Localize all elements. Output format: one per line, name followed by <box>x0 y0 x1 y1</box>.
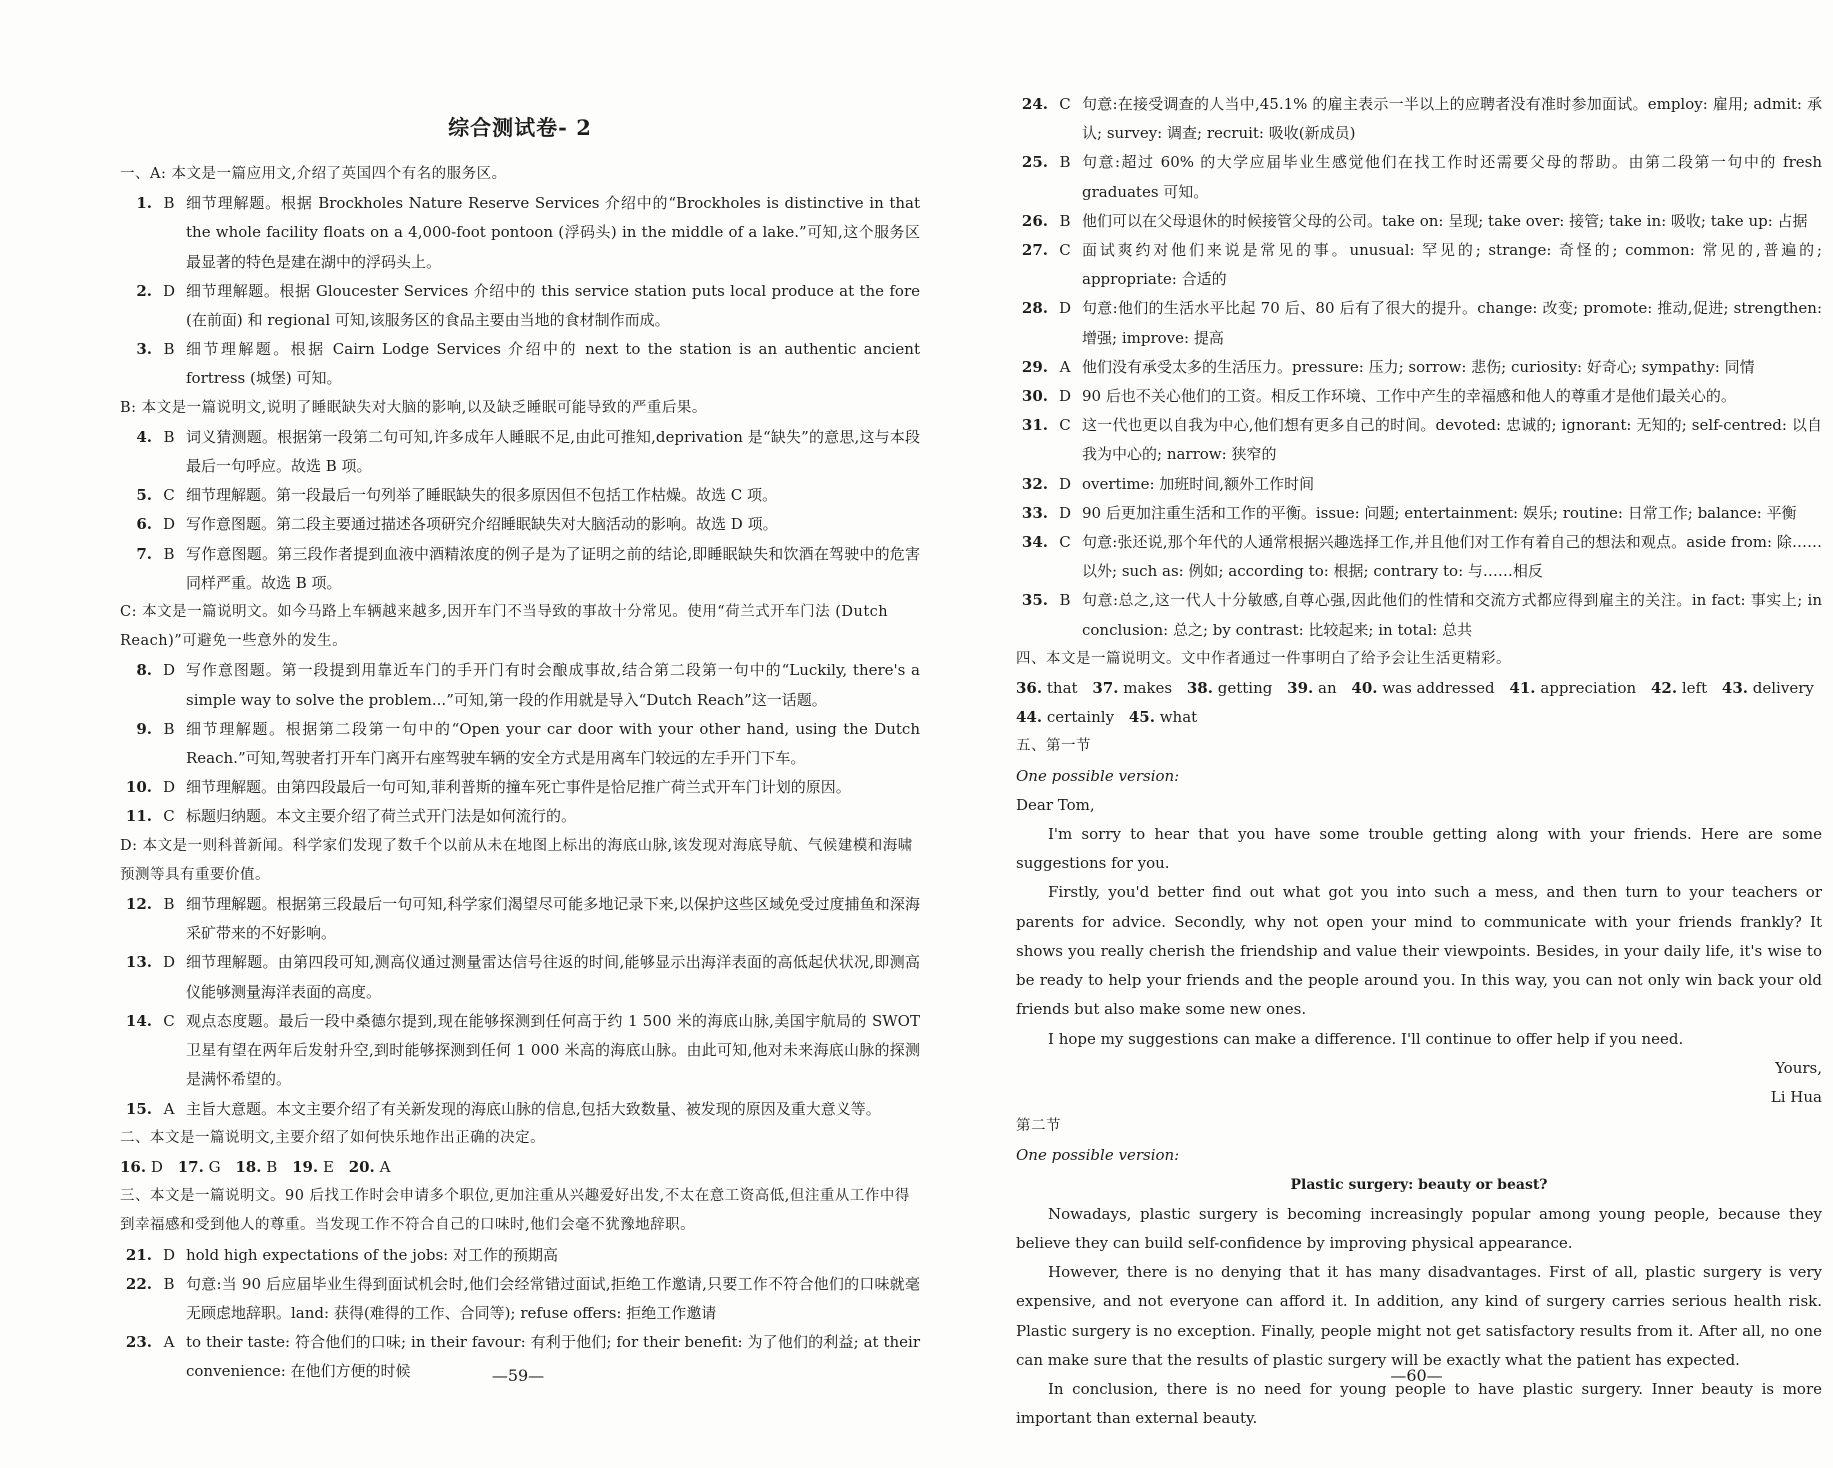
question-29 <box>1016 353 1822 382</box>
q-explanation: hold high expectations of the jobs: 对工作的预期高 <box>186 1245 559 1264</box>
section-3-heading: 三、本文是一篇说明文。90 后找工作时会申请多个职位,更加注重从兴趣爱好出发,不太在意工资高低,但注重从工作中得到幸福感和受到他人的尊重。当发现工作不符合自己的口味时,他们会毫不犹豫地辞职。 <box>120 1188 910 1234</box>
q-explanation: 写作意图题。第三段作者提到血液中酒精浓度的例子是为了证明之前的结论,即睡眠缺失和饮酒在驾驶中的危害同样严重。故选 B 项。 <box>186 544 920 592</box>
question-9 <box>120 715 920 773</box>
question-22 <box>120 1270 920 1328</box>
q-number: 1. <box>136 194 152 213</box>
q-number: 14. <box>125 1011 152 1030</box>
letter-paragraph: I hope my suggestions can make a difference. I'll continue to offer help if you need. <box>1048 1029 1684 1048</box>
ans-value: that <box>1046 679 1078 698</box>
q-answer: B <box>163 427 175 446</box>
question-30 <box>1016 382 1822 411</box>
question-14 <box>120 1007 920 1095</box>
q-explanation: 句意:他们的生活水平比起 70 后、80 后有了很大的提升。change: 改变; promote: 推动,促进; strengthen: 增强; improve: 提高 <box>1082 299 1822 347</box>
question-10 <box>120 773 920 802</box>
section-4-heading: 四、本文是一篇说明文。文中作者通过一件事明白了给予会让生活更精彩。 <box>1016 650 1511 667</box>
q-answer: D <box>162 281 176 300</box>
page-title: 综合测试卷- 2 <box>448 115 592 140</box>
letter-paragraph: I'm sorry to hear that you have some trouble getting along with your friends. Here are some suggestions for you. <box>1016 825 1822 873</box>
q-answer: B <box>163 719 175 738</box>
ans-value: left <box>1681 679 1708 698</box>
question-7 <box>120 540 920 598</box>
q-answer: B <box>163 194 175 213</box>
q-explanation: 细节理解题。根据 Gloucester Services 介绍中的 this service station puts local produce at the fore (在前面) 和 regional 可知,该服务区的食品主要由当地的食材制作而成。 <box>186 281 920 330</box>
q-answer: C <box>163 807 175 826</box>
q-number: 3. <box>136 340 152 359</box>
letter-salutation: Dear Tom, <box>1016 795 1095 814</box>
q-explanation: 观点态度题。最后一段中桑德尔提到,现在能够探测到任何高于约 1 500 米的海底山脉,美国宇航局的 SWOT 卫星有望在两年后发射升空,到时能够探测到任何 1 000 米高的海底山脉。由此可知,他对未来海底山脉的探测是满怀希望的。 <box>186 1011 920 1089</box>
question-2 <box>120 277 920 335</box>
q-answer: C <box>1059 241 1071 260</box>
q-explanation: 句意:在接受调查的人当中,45.1% 的雇主表示一半以上的应聘者没有准时参加面试。employ: 雇用; admit: 承认; survey: 调查; recruit: 吸收(新成员) <box>1082 95 1822 143</box>
q-answer: D <box>162 515 176 534</box>
ans-value: makes <box>1123 679 1173 698</box>
right-page <box>1000 0 1833 1468</box>
ans-value: D <box>150 1157 163 1176</box>
q-number: 33. <box>1021 503 1048 522</box>
q-number: 9. <box>136 719 152 738</box>
section-b-heading: B: 本文是一篇说明文,说明了睡眠缺失对大脑的影响,以及缺乏睡眠可能导致的严重后果。 <box>120 399 707 416</box>
page-number: —60— <box>1390 1366 1443 1385</box>
q-explanation: 句意:超过 60% 的大学应届毕业生感觉他们在找工作时还需要父母的帮助。由第二段第一句中的 fresh graduates 可知。 <box>1082 153 1822 201</box>
section-d-heading: D: 本文是一则科普新闻。科学家们发现了数千个以前从未在地图上标出的海底山脉,该发现对海底导航、气候建模和海啸预测等具有重要价值。 <box>120 837 913 883</box>
q-explanation: 句意:总之,这一代人十分敏感,自尊心强,因此他们的性情和交流方式都应得到雇主的关注。in fact: 事实上; in conclusion: 总之; by contrast: 比较起来; in total: 总共 <box>1082 591 1822 639</box>
q-explanation: 句意:当 90 后应届毕业生得到面试机会时,他们会经常错过面试,拒绝工作邀请,只要工作不符合他们的口味就毫无顾虑地辞职。land: 获得(难得的工作、合同等); refuse offers: 拒绝工作邀请 <box>186 1274 920 1322</box>
ans-number: 19. <box>292 1157 319 1176</box>
q-explanation: 标题归纳题。本文主要介绍了荷兰式开门法是如何流行的。 <box>186 807 577 826</box>
question-13 <box>120 948 920 1006</box>
q-answer: D <box>162 1245 176 1264</box>
ans-number: 40. <box>1351 679 1378 698</box>
q-number: 28. <box>1021 299 1048 318</box>
q-number: 22. <box>125 1274 152 1293</box>
answers-16-20 <box>120 1153 920 1182</box>
q-answer: B <box>163 544 175 563</box>
q-number: 4. <box>136 427 152 446</box>
q-explanation: 90 后也不关心他们的工资。相反工作环境、工作中产生的幸福感和他人的尊重才是他们最关心的。 <box>1082 387 1736 406</box>
q-answer: D <box>1058 299 1072 318</box>
q-number: 15. <box>125 1099 152 1118</box>
ans-value: certainly <box>1046 708 1115 727</box>
version-label: One possible version: <box>1016 766 1180 785</box>
q-answer: B <box>1059 211 1071 230</box>
question-32 <box>1016 470 1822 499</box>
question-27 <box>1016 236 1822 294</box>
page-number: —59— <box>491 1366 545 1385</box>
q-number: 8. <box>136 661 152 680</box>
ans-number: 45. <box>1128 708 1155 727</box>
ans-value: appreciation <box>1540 679 1637 698</box>
q-answer: B <box>1059 591 1071 610</box>
q-explanation: 90 后更加注重生活和工作的平衡。issue: 问题; entertainment: 娱乐; routine: 日常工作; balance: 平衡 <box>1082 503 1797 522</box>
q-explanation: 主旨大意题。本文主要介绍了有关新发现的海底山脉的信息,包括大致数量、被发现的原因及重大意义等。 <box>186 1099 881 1118</box>
q-number: 11. <box>125 807 152 826</box>
q-explanation: to their taste: 符合他们的口味; in their favour: 有利于他们; for their benefit: 为了他们的利益; at their convenience: 在他们方便的时候 <box>186 1333 920 1381</box>
question-25 <box>1016 148 1822 206</box>
q-answer: D <box>162 661 176 680</box>
q-number: 24. <box>1021 95 1048 113</box>
q-answer: C <box>1059 533 1071 552</box>
question-24 <box>1016 90 1822 148</box>
question-21 <box>120 1241 920 1270</box>
q-number: 6. <box>136 515 152 534</box>
ans-number: 37. <box>1092 679 1119 698</box>
ans-value: E <box>322 1157 334 1176</box>
ans-value: was addressed <box>1382 679 1495 698</box>
question-26 <box>1016 207 1822 236</box>
letter-signature: Li Hua <box>1770 1087 1822 1106</box>
ans-value: an <box>1318 679 1337 698</box>
q-answer: A <box>163 1333 175 1352</box>
ans-number: 18. <box>235 1157 262 1176</box>
section-5-heading: 五、第一节 <box>1016 738 1091 755</box>
ans-number: 16. <box>120 1157 147 1176</box>
q-explanation: 细节理解题。根据 Cairn Lodge Services 介绍中的 next to the station is an authentic ancient fortress (城堡) 可知。 <box>186 340 920 388</box>
section-c-heading: C: 本文是一篇说明文。如今马路上车辆越来越多,因开车门不当导致的事故十分常见。使用“荷兰式开车门法 (Dutch Reach)”可避免一些意外的发生。 <box>120 604 889 650</box>
q-number: 35. <box>1021 591 1048 610</box>
q-answer: A <box>163 1099 175 1118</box>
answers-36-43 <box>1016 674 1822 703</box>
q-answer: C <box>163 1011 175 1030</box>
ans-value: getting <box>1217 679 1273 698</box>
q-answer: D <box>1058 474 1072 493</box>
ans-number: 36. <box>1016 679 1043 698</box>
question-6 <box>120 510 920 539</box>
ans-number: 44. <box>1016 708 1043 727</box>
question-1 <box>120 189 920 277</box>
q-explanation: 写作意图题。第一段提到用靠近车门的手开门有时会酿成事故,结合第二段第一句中的“Luckily, there's a simple way to solve the problem...”可知,第一段的作用就是导入“Dutch Reach”这一话题。 <box>186 661 920 709</box>
q-number: 10. <box>125 778 152 797</box>
q-explanation: 细节理解题。根据第二段第一句中的“Open your car door with your other hand, using the Dutch Reach.”可知,驾驶者打开车门离开右座驾驶车辆的安全方式是用离车门较远的左手开门下车。 <box>186 719 920 768</box>
q-explanation: 细节理解题。根据 Brockholes Nature Reserve Services 介绍中的“Brockholes is distinctive in that the whole facility floats on a 4,000-foot pontoon (浮码头) in the middle of a lake.”可知,这个服务区最显著的特色是建在湖中的浮码头上。 <box>186 194 920 271</box>
ans-number: 41. <box>1509 679 1536 698</box>
q-explanation: overtime: 加班时间,额外工作时间 <box>1082 474 1315 493</box>
question-12 <box>120 890 920 948</box>
q-explanation: 面试爽约对他们来说是常见的事。unusual: 罕见的; strange: 奇怪的; common: 常见的,普遍的; appropriate: 合适的 <box>1082 241 1822 289</box>
essay-title: Plastic surgery: beauty or beast? <box>1290 1176 1548 1193</box>
q-explanation: 词义猜测题。根据第一段第二句可知,许多成年人睡眠不足,由此可推知,deprivation 是“缺失”的意思,这与本段最后一句呼应。故选 B 项。 <box>186 427 920 476</box>
section-a-heading: 一、A: 本文是一篇应用文,介绍了英国四个有名的服务区。 <box>120 166 507 182</box>
q-number: 7. <box>136 544 152 563</box>
question-8 <box>120 656 920 714</box>
q-answer: B <box>163 895 175 914</box>
section-2-heading: 二、本文是一篇说明文,主要介绍了如何快乐地作出正确的决定。 <box>120 1129 546 1146</box>
q-explanation: 这一代也更以自我为中心,他们想有更多自己的时间。devoted: 忠诚的; ignorant: 无知的; self-centred: 以自我为中心的; narrow: 狭窄的 <box>1082 416 1822 464</box>
letter-closing: Yours, <box>1775 1058 1822 1077</box>
letter-paragraph: Firstly, you'd better find out what got you into such a mess, and then turn to your teachers or parents for advice. Secondly, why not open your mind to communicate with your friends frankly? It shows you really cherish the friendship and value their viewpoints. Besides, in your daily life, it's wise to be ready to help your friends and the people around you. In this way, you can not only win back your old friends but also make some new ones. <box>1016 883 1822 1019</box>
question-5 <box>120 481 920 510</box>
q-answer: D <box>1058 503 1072 522</box>
q-number: 21. <box>125 1245 152 1264</box>
q-number: 2. <box>136 281 152 300</box>
question-33 <box>1016 499 1822 528</box>
q-number: 25. <box>1021 153 1048 172</box>
q-answer: D <box>162 953 176 972</box>
question-31 <box>1016 411 1822 469</box>
q-explanation: 写作意图题。第二段主要通过描述各项研究介绍睡眠缺失对大脑活动的影响。故选 D 项。 <box>186 515 778 534</box>
section-5b-heading: 第二节 <box>1016 1118 1061 1135</box>
left-page-content <box>120 112 920 1387</box>
q-explanation: 细节理解题。根据第三段最后一句可知,科学家们渴望尽可能多地记录下来,以保护这些区域免受过度捕鱼和深海采矿带来的不好影响。 <box>186 895 920 943</box>
ans-value: what <box>1159 708 1198 727</box>
q-explanation: 细节理解题。第一段最后一句列举了睡眠缺失的很多原因但不包括工作枯燥。故选 C 项。 <box>186 486 778 505</box>
q-number: 29. <box>1021 357 1048 376</box>
q-number: 23. <box>125 1333 152 1352</box>
q-answer: A <box>1059 357 1071 376</box>
q-explanation: 他们没有承受太多的生活压力。pressure: 压力; sorrow: 悲伤; curiosity: 好奇心; sympathy: 同情 <box>1082 357 1755 376</box>
ans-value: A <box>379 1157 391 1176</box>
q-number: 27. <box>1021 241 1048 260</box>
q-answer: B <box>163 1274 175 1293</box>
ans-number: 17. <box>177 1157 204 1176</box>
question-15 <box>120 1095 920 1124</box>
ans-number: 20. <box>348 1157 375 1176</box>
question-28 <box>1016 294 1822 352</box>
answers-44-45 <box>1016 703 1822 732</box>
question-34 <box>1016 528 1822 586</box>
q-number: 26. <box>1021 211 1048 230</box>
q-number: 13. <box>125 953 152 972</box>
q-answer: C <box>1059 95 1071 113</box>
q-explanation: 他们可以在父母退休的时候接管父母的公司。take on: 呈现; take over: 接管; take in: 吸收; take up: 占据 <box>1082 211 1808 230</box>
q-explanation: 细节理解题。由第四段最后一句可知,菲利普斯的撞车死亡事件是恰尼推广荷兰式开车门计划的原因。 <box>186 778 851 797</box>
q-answer: D <box>1058 387 1072 406</box>
essay-paragraph: However, there is no denying that it has many disadvantages. First of all, plastic surgery is very expensive, and not everyone can afford it. In addition, any kind of surgery carries serious health risk. Plastic surgery is no exception. Finally, people might not get satisfactory results from it. After all, no one can make sure that the results of plastic surgery will be exactly what the patient has expected. <box>1016 1263 1822 1369</box>
question-3 <box>120 335 920 393</box>
q-number: 31. <box>1021 416 1048 435</box>
question-11 <box>120 802 920 831</box>
q-answer: B <box>1059 153 1071 172</box>
right-page-content <box>1016 0 1822 1433</box>
q-number: 5. <box>136 486 152 505</box>
q-explanation: 细节理解题。由第四段可知,测高仪通过测量雷达信号往返的时间,能够显示出海洋表面的高低起伏状况,即测高仪能够测量海洋表面的高度。 <box>186 953 920 1001</box>
q-number: 32. <box>1021 474 1048 493</box>
version-label: One possible version: <box>1016 1146 1180 1165</box>
q-number: 34. <box>1021 533 1048 552</box>
essay-paragraph: In conclusion, there is no need for young people to have plastic surgery. Inner beauty is more important than external beauty. <box>1016 1379 1822 1428</box>
ans-value: B <box>266 1157 278 1176</box>
q-explanation: 句意:张还说,那个年代的人通常根据兴趣选择工作,并且他们对工作有着自己的想法和观点。aside from: 除……以外; such as: 例如; according to: 根据; contrary to: 与……相反 <box>1082 533 1822 581</box>
q-answer: C <box>163 486 175 505</box>
ans-value: delivery <box>1752 679 1814 698</box>
ans-number: 42. <box>1650 679 1678 698</box>
ans-value: G <box>208 1157 221 1176</box>
ans-number: 39. <box>1287 679 1314 698</box>
q-answer: C <box>1059 416 1071 435</box>
q-answer: D <box>162 778 176 797</box>
essay-paragraph: Nowadays, plastic surgery is becoming increasingly popular among young people, because they believe they can build self-confidence by improving physical appearance. <box>1016 1204 1822 1252</box>
question-4 <box>120 423 920 481</box>
q-number: 30. <box>1021 387 1048 406</box>
ans-number: 38. <box>1186 679 1213 698</box>
q-answer: B <box>163 340 175 359</box>
q-number: 12. <box>125 895 152 914</box>
question-35 <box>1016 586 1822 644</box>
ans-number: 43. <box>1721 679 1748 698</box>
